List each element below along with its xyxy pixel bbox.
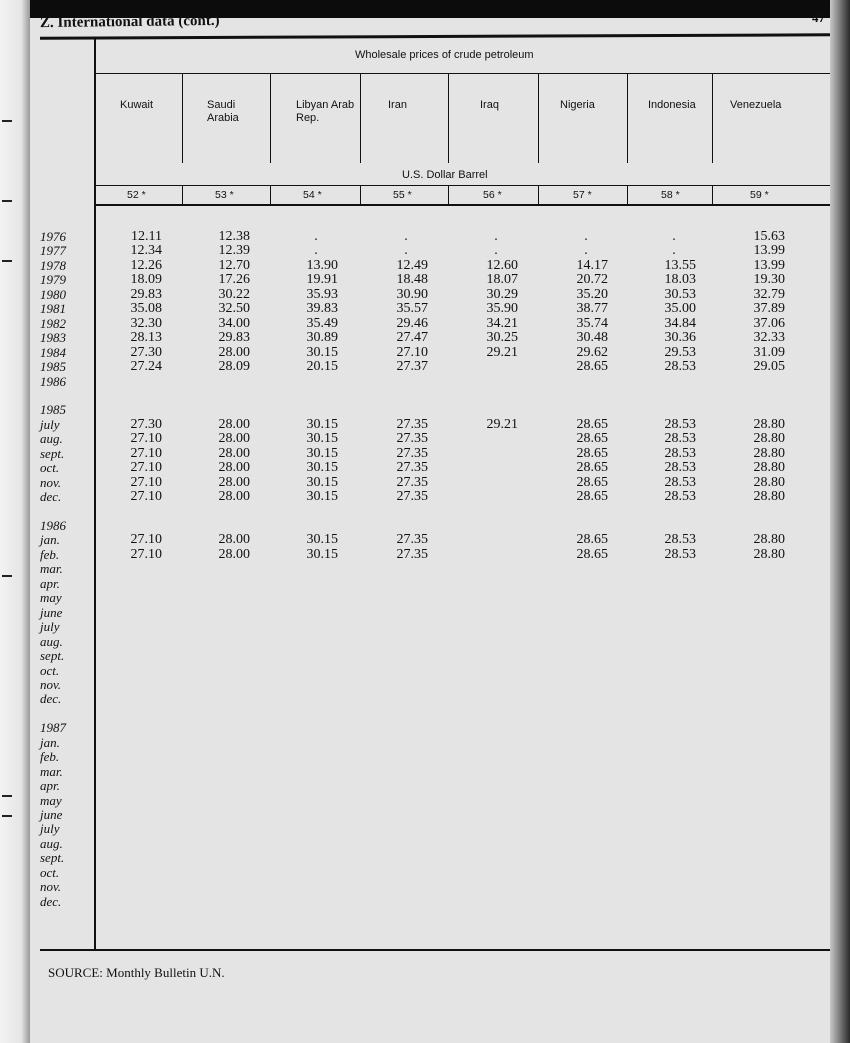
table-cell: 38.77 [576,301,608,317]
table-cell: 28.80 [753,474,785,490]
table-cell: 28.80 [753,416,785,432]
table-cell: 35.90 [486,301,518,317]
table-row [0,476,850,490]
table-row [0,259,850,273]
column-divider [270,186,271,204]
table-cell: 12.26 [130,257,162,273]
table-cell: 39.83 [306,301,338,317]
table-cell: 37.89 [753,301,785,317]
table-row [0,736,850,750]
table-row [0,432,850,446]
table-cell: . [584,243,588,259]
table-cell: 32.79 [753,286,785,302]
table-cell: 28.65 [576,431,608,447]
row-label: 1976 [40,229,66,244]
table-cell: 18.09 [130,272,162,288]
unit-rule [95,185,830,186]
table-row [0,230,850,244]
table-cell: 35.57 [396,301,428,317]
row-label: june [40,604,63,620]
table-cell: 14.17 [576,257,608,273]
column-code: 56 * [483,189,502,201]
table-cell: 20.72 [576,272,608,288]
row-label: 1987 [40,720,66,736]
table-cell: 30.15 [306,546,338,562]
column-code: 57 * [573,189,592,201]
table-cell: 29.62 [576,344,608,360]
table-row [0,490,850,504]
table-cell: 13.55 [664,257,696,273]
table-row [0,360,850,374]
table-row [0,273,850,287]
row-label: 1986 [40,373,66,389]
table-row [0,548,850,562]
table-cell: 30.25 [486,330,518,346]
column-code: 52 * [127,189,146,201]
column-divider [627,73,628,163]
row-label: feb. [40,749,60,765]
table-cell: 30.90 [396,286,428,302]
table-row [0,505,850,519]
table-cell: 27.35 [396,445,428,461]
table-cell: 27.10 [130,532,162,548]
table-row [0,403,850,417]
row-label: aug. [40,835,63,851]
column-header: Iraq [480,99,499,111]
table-cell: 28.53 [664,532,696,548]
table-cell: . [494,229,498,244]
table-cell: 18.48 [396,272,428,288]
table-row [0,808,850,822]
table-row [0,707,850,721]
table-row [0,591,850,605]
table-cell: 32.30 [130,315,162,331]
table-cell: 28.00 [218,460,250,476]
row-label: dec. [40,691,62,707]
table-cell: 32.33 [753,330,785,346]
column-divider [538,186,539,204]
column-divider [448,186,449,204]
table-cell: 12.34 [130,243,162,259]
table-cell: 29.53 [664,344,696,360]
column-header: Iran [388,99,407,111]
table-cell: 28.80 [753,489,785,505]
table-row [0,635,850,649]
page-title: Z. International data (cont.) [39,12,220,32]
table-caption: Wholesale prices of crude petroleum [355,49,534,61]
table-cell: 12.38 [218,229,250,244]
table-cell: 28.53 [664,445,696,461]
table-cell: . [404,243,408,259]
table-cell: 27.30 [130,344,162,360]
row-label: 1985 [40,402,66,418]
table-cell: 12.70 [218,257,250,273]
table-cell: 28.65 [576,416,608,432]
table-cell: 28.00 [218,431,250,447]
table-cell: 30.29 [486,286,518,302]
table-row [0,288,850,302]
table-cell: 12.39 [218,243,250,259]
table-cell: 28.53 [664,489,696,505]
table-cell: 27.30 [130,416,162,432]
table-row [0,721,850,735]
table-cell: 27.10 [130,546,162,562]
row-label: 1979 [40,272,66,288]
table-cell: 30.53 [664,286,696,302]
table-cell: 27.35 [396,532,428,548]
table-cell: 27.10 [130,489,162,505]
table-cell: 28.00 [218,474,250,490]
table-cell: 29.83 [218,330,250,346]
row-label: july [40,821,60,837]
table-cell: 28.53 [664,359,696,375]
table-cell: 19.30 [753,272,785,288]
table-row [0,533,850,547]
table-cell: 30.15 [306,532,338,548]
row-label: 1978 [40,257,66,273]
table-row [0,678,850,692]
column-header: Kuwait [120,99,154,111]
table-cell: 32.50 [218,301,250,317]
row-label: apr. [40,575,60,591]
table-cell: 19.91 [306,272,338,288]
table-cell: 30.15 [306,489,338,505]
table-cell: 20.15 [306,359,338,375]
row-label: oct. [40,460,60,476]
row-label: apr. [40,778,60,794]
table-cell: 12.49 [396,257,428,273]
table-cell: 28.00 [218,445,250,461]
table-row [0,794,850,808]
table-row [0,606,850,620]
table-row [0,837,850,851]
table-cell: 28.65 [576,445,608,461]
row-label: july [40,619,60,635]
table-cell: 28.53 [664,431,696,447]
table-row [0,346,850,360]
table-cell: 27.35 [396,460,428,476]
table-cell: 27.35 [396,416,428,432]
unit-label: U.S. Dollar Barrel [402,169,488,181]
table-cell: 13.99 [753,243,785,259]
row-label: nov. [40,879,62,895]
table-row [0,244,850,258]
table-cell: 28.53 [664,460,696,476]
table-cell: . [314,243,318,259]
table-cell: . [672,243,676,259]
table-cell: 15.63 [753,229,785,244]
table-cell: 35.49 [306,315,338,331]
row-label: sept. [40,850,65,866]
table-cell: 29.21 [486,416,518,432]
table-cell: 28.80 [753,431,785,447]
table-cell: 27.10 [130,460,162,476]
row-label: oct. [40,662,60,678]
column-code: 54 * [303,189,322,201]
table-row [0,317,850,331]
table-cell: 29.46 [396,315,428,331]
table-row [0,375,850,389]
table-cell: 27.10 [130,474,162,490]
table-cell: 35.93 [306,286,338,302]
table-cell: 27.35 [396,474,428,490]
row-label: aug. [40,431,63,447]
table-cell: 30.15 [306,344,338,360]
table-cell: 27.47 [396,330,428,346]
table-cell: . [672,229,676,244]
table-row [0,866,850,880]
table-cell: 29.83 [130,286,162,302]
table-row [0,461,850,475]
table-cell: 37.06 [753,315,785,331]
row-label: mar. [40,763,63,779]
table-cell: 27.37 [396,359,428,375]
page-number: 47 [812,10,825,25]
table-cell: 27.35 [396,431,428,447]
table-row [0,822,850,836]
row-label: sept. [40,648,65,664]
table-row [0,418,850,432]
table-cell: 27.35 [396,489,428,505]
table-cell: 13.99 [753,257,785,273]
column-code: 55 * [393,189,412,201]
table-cell: 28.13 [130,330,162,346]
table-cell: 18.07 [486,272,518,288]
row-label: may [40,792,62,808]
row-label: june [40,807,63,822]
column-divider [627,186,628,204]
table-cell: 31.09 [753,344,785,360]
table-cell: 30.89 [306,330,338,346]
table-cell: 29.21 [486,344,518,360]
table-cell: 12.60 [486,257,518,273]
row-label: may [40,590,62,606]
table-row [0,389,850,403]
row-label: sept. [40,445,65,461]
header-bottom-rule [95,204,830,206]
table-row [0,447,850,461]
table-cell: 28.00 [218,344,250,360]
table-row [0,649,850,663]
row-label: aug. [40,633,63,649]
table-row [0,851,850,865]
column-divider [538,73,539,163]
table-cell: 29.05 [753,359,785,375]
row-label: dec. [40,489,62,505]
table-cell: 30.48 [576,330,608,346]
row-label: 1985 [40,359,66,375]
table-cell: 28.80 [753,445,785,461]
table-cell: . [314,229,318,244]
row-label: 1982 [40,315,66,331]
column-header: Saudi Arabia [207,99,239,124]
column-code: 59 * [750,189,769,201]
table-cell: . [404,229,408,244]
table-cell: 18.03 [664,272,696,288]
table-row [0,519,850,533]
row-label: feb. [40,546,60,562]
row-label: oct. [40,864,60,880]
table-cell: 28.00 [218,546,250,562]
table-row [0,765,850,779]
table-row [0,664,850,678]
row-label: dec. [40,893,62,909]
table-cell: 28.65 [576,359,608,375]
table-cell: 12.11 [131,229,162,244]
table-cell: 28.65 [576,460,608,476]
bottom-rule [40,949,830,951]
row-label: jan. [40,532,60,548]
table-row [0,331,850,345]
table-cell: 30.15 [306,431,338,447]
table-cell: 28.80 [753,532,785,548]
table-cell: 28.09 [218,359,250,375]
table-row [0,562,850,576]
table-cell: 30.15 [306,416,338,432]
table-cell: 30.15 [306,445,338,461]
source-note: SOURCE: Monthly Bulletin U.N. [48,965,225,980]
table-cell: 34.00 [218,315,250,331]
column-header: Indonesia [648,99,696,111]
table-cell: . [494,243,498,259]
table-cell: 27.10 [130,431,162,447]
table-cell: 34.21 [486,315,518,331]
row-label: nov. [40,474,62,490]
table-row [0,880,850,894]
table-cell: 28.53 [664,416,696,432]
row-label: 1980 [40,286,66,302]
table-cell: 35.20 [576,286,608,302]
table-cell: 28.80 [753,546,785,562]
table-cell: 28.65 [576,546,608,562]
row-label: mar. [40,561,63,577]
table-row [0,620,850,634]
table-cell: 28.65 [576,489,608,505]
table-row [0,692,850,706]
row-label: 1986 [40,518,66,533]
column-divider [182,73,183,163]
row-label: 1981 [40,301,66,317]
table-cell: 30.15 [306,460,338,476]
table-cell: 35.00 [664,301,696,317]
column-divider [360,186,361,204]
column-header: Libyan Arab Rep. [296,99,355,124]
table-cell: 30.22 [218,286,250,302]
table-cell: 28.80 [753,460,785,476]
table-row [0,750,850,764]
table-cell: 13.90 [306,257,338,273]
table-cell: 27.10 [396,344,428,360]
table-cell: . [584,229,588,244]
table-cell: 28.53 [664,546,696,562]
table-row [0,895,850,909]
table-cell: 28.65 [576,532,608,548]
table-cell: 28.00 [218,489,250,505]
table-cell: 17.26 [218,272,250,288]
table-cell: 28.00 [218,416,250,432]
table-cell: 35.74 [576,315,608,331]
caption-rule [95,73,830,74]
column-code: 53 * [215,189,234,201]
row-label: 1977 [40,243,66,259]
column-header: Nigeria [560,99,595,111]
table-cell: 30.36 [664,330,696,346]
row-label: nov. [40,676,62,692]
column-divider [712,73,713,163]
table-cell: 30.15 [306,474,338,490]
table-row [0,779,850,793]
table-cell: 34.84 [664,315,696,331]
column-header: Venezuela [730,99,782,111]
table-cell: 27.35 [396,546,428,562]
column-divider [270,73,271,163]
table-row [0,302,850,316]
row-label: july [40,416,60,432]
table-cell: 27.10 [130,445,162,461]
row-label: 1983 [40,330,66,346]
table-cell: 35.08 [130,301,162,317]
row-label: 1984 [40,344,66,360]
column-divider [182,186,183,204]
column-code: 58 * [661,189,680,201]
column-divider [448,73,449,163]
column-divider [712,186,713,204]
table-cell: 27.24 [130,359,162,375]
row-label: jan. [40,734,60,750]
table-cell: 28.00 [218,532,250,548]
table-cell: 28.65 [576,474,608,490]
table-cell: 28.53 [664,474,696,490]
table-row [0,577,850,591]
